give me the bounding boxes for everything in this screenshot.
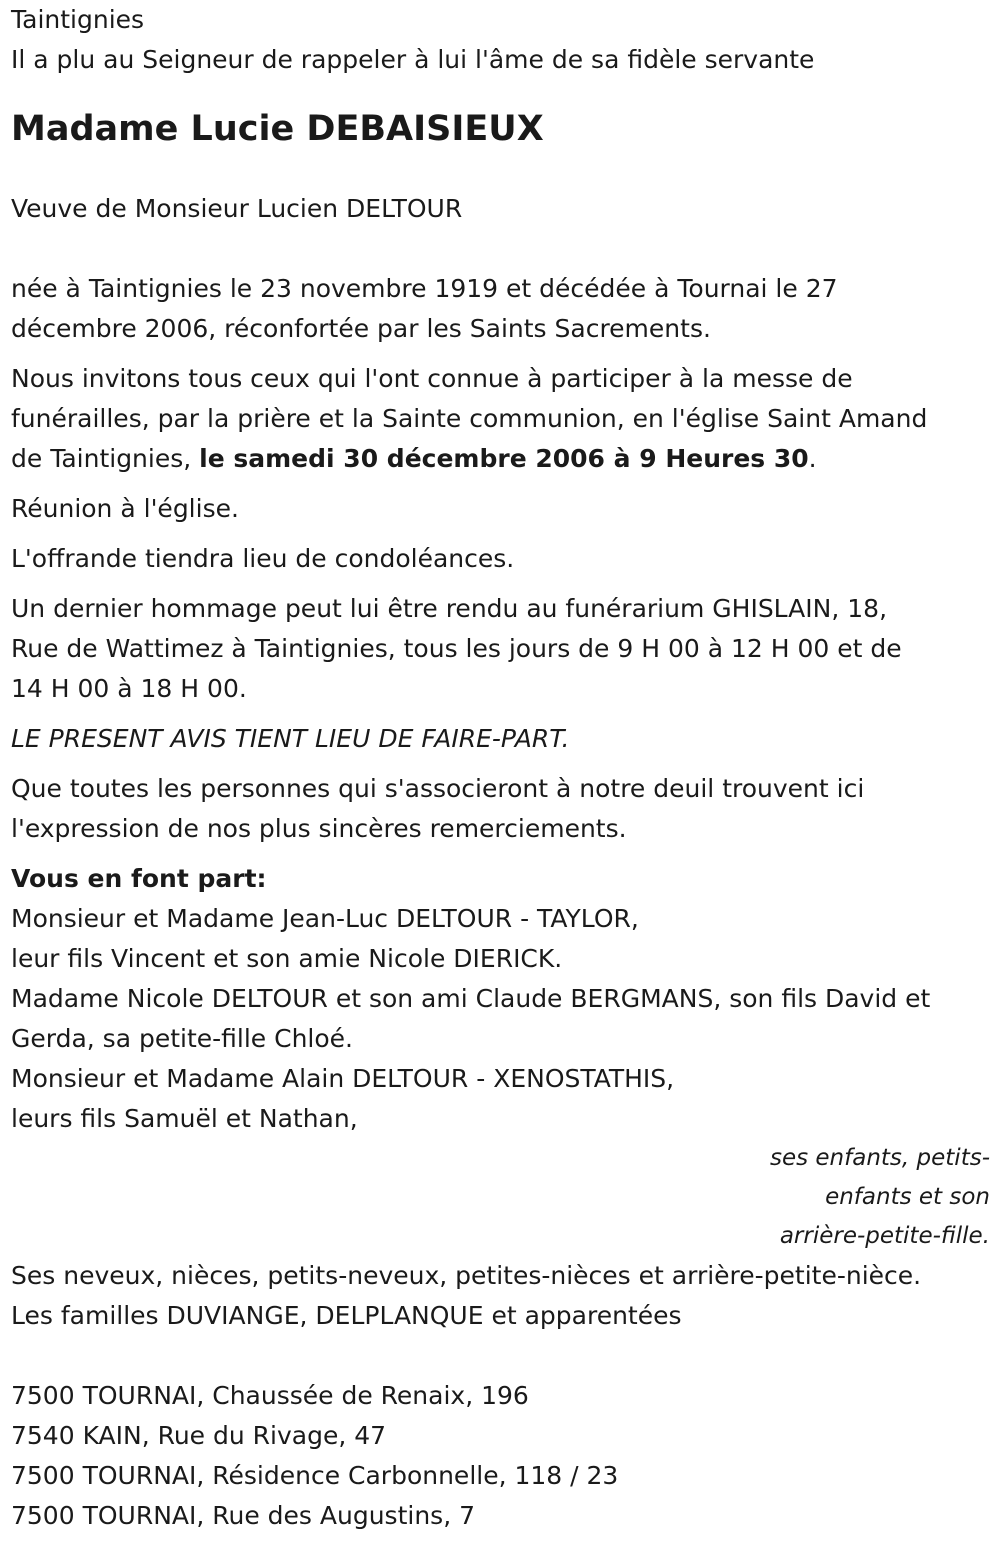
extended-family-line: Les familles DUVIANGE, DELPLANQUE et apparentées [11,1301,682,1330]
homage-paragraph [11,589,1000,709]
family-line: leurs fils Samuël et Nathan, [11,1104,358,1133]
deceased-name: Madame Lucie DEBAISIEUX [11,109,544,149]
address-line: 7500 TOURNAI, Rue des Augustins, 7 [11,1501,476,1530]
funeral-datetime: le samedi 30 décembre 2006 à 9 Heures 30 [199,444,809,473]
birth-death-line: décembre 2006, réconfortée par les Saints Sacrements. [11,314,711,343]
header [11,0,1000,80]
invitation-line: Nous invitons tous ceux qui l'ont connue à participer à la messe de [11,364,853,393]
intro-text: Il a plu au Seigneur de rappeler à lui l'âme de sa fidèle servante [11,45,815,74]
birth-death-paragraph [11,269,1000,349]
family-role-note [11,1139,1000,1256]
reunion-paragraph [11,489,1000,529]
notice-text: LE PRESENT AVIS TIENT LIEU DE FAIRE-PART. [11,724,570,753]
address-line: 7500 TOURNAI, Chaussée de Renaix, 196 [11,1381,529,1410]
invitation-prefix: de Taintignies, [11,444,200,473]
birth-death-line: née à Taintignies le 23 novembre 1919 et décédée à Tournai le 27 [11,274,838,303]
homage-line: Rue de Wattimez à Taintignies, tous les jours de 9 H 00 à 12 H 00 et de [11,634,902,663]
extended-family [11,1256,1000,1336]
thanks-line: Que toutes les personnes qui s'associeront à notre deuil trouvent ici [11,774,865,803]
invitation-line: funérailles, par la prière et la Sainte communion, en l'église Saint Amand [11,404,928,433]
reunion-text: Réunion à l'église. [11,494,239,523]
homage-line: Un dernier hommage peut lui être rendu au funérarium GHISLAIN, 18, [11,594,888,623]
spacer [11,1336,1000,1376]
family-line: Madame Nicole DELTOUR et son ami Claude BERGMANS, son fils David et [11,984,931,1013]
family-role-line: enfants et son [825,1184,990,1210]
extended-family-line: Ses neveux, nièces, petits-neveux, petites-nièces et arrière-petite-nièce. [11,1261,922,1290]
family-section [11,859,1000,1139]
offering-text: L'offrande tiendra lieu de condoléances. [11,544,515,573]
family-role-line: ses enfants, petits- [769,1145,990,1171]
widow-of-text: Veuve de Monsieur Lucien DELTOUR [11,194,463,223]
invitation-line [11,439,1000,479]
family-line: Gerda, sa petite-fille Chloé. [11,1024,354,1053]
invitation-paragraph [11,359,1000,479]
thanks-paragraph [11,769,1000,849]
thanks-line: l'expression de nos plus sincères remerciements. [11,814,627,843]
family-line: leur fils Vincent et son amie Nicole DIERICK. [11,944,563,973]
offering-paragraph [11,539,1000,579]
address-list [11,1376,1000,1536]
notice-paragraph [11,719,1000,759]
widow-of [11,189,1000,229]
address-line: 7540 KAIN, Rue du Rivage, 47 [11,1421,387,1450]
family-line: Monsieur et Madame Alain DELTOUR - XENOSTATHIS, [11,1064,675,1093]
homage-line: 14 H 00 à 18 H 00. [11,674,247,703]
town-name: Taintignies [11,5,145,34]
family-line: Monsieur et Madame Jean-Luc DELTOUR - TAYLOR, [11,904,639,933]
family-heading: Vous en font part: [11,864,267,893]
family-role-line: arrière-petite-fille. [779,1223,990,1249]
invitation-suffix: . [808,444,817,473]
address-line: 7500 TOURNAI, Résidence Carbonnelle, 118 / 23 [11,1461,619,1490]
